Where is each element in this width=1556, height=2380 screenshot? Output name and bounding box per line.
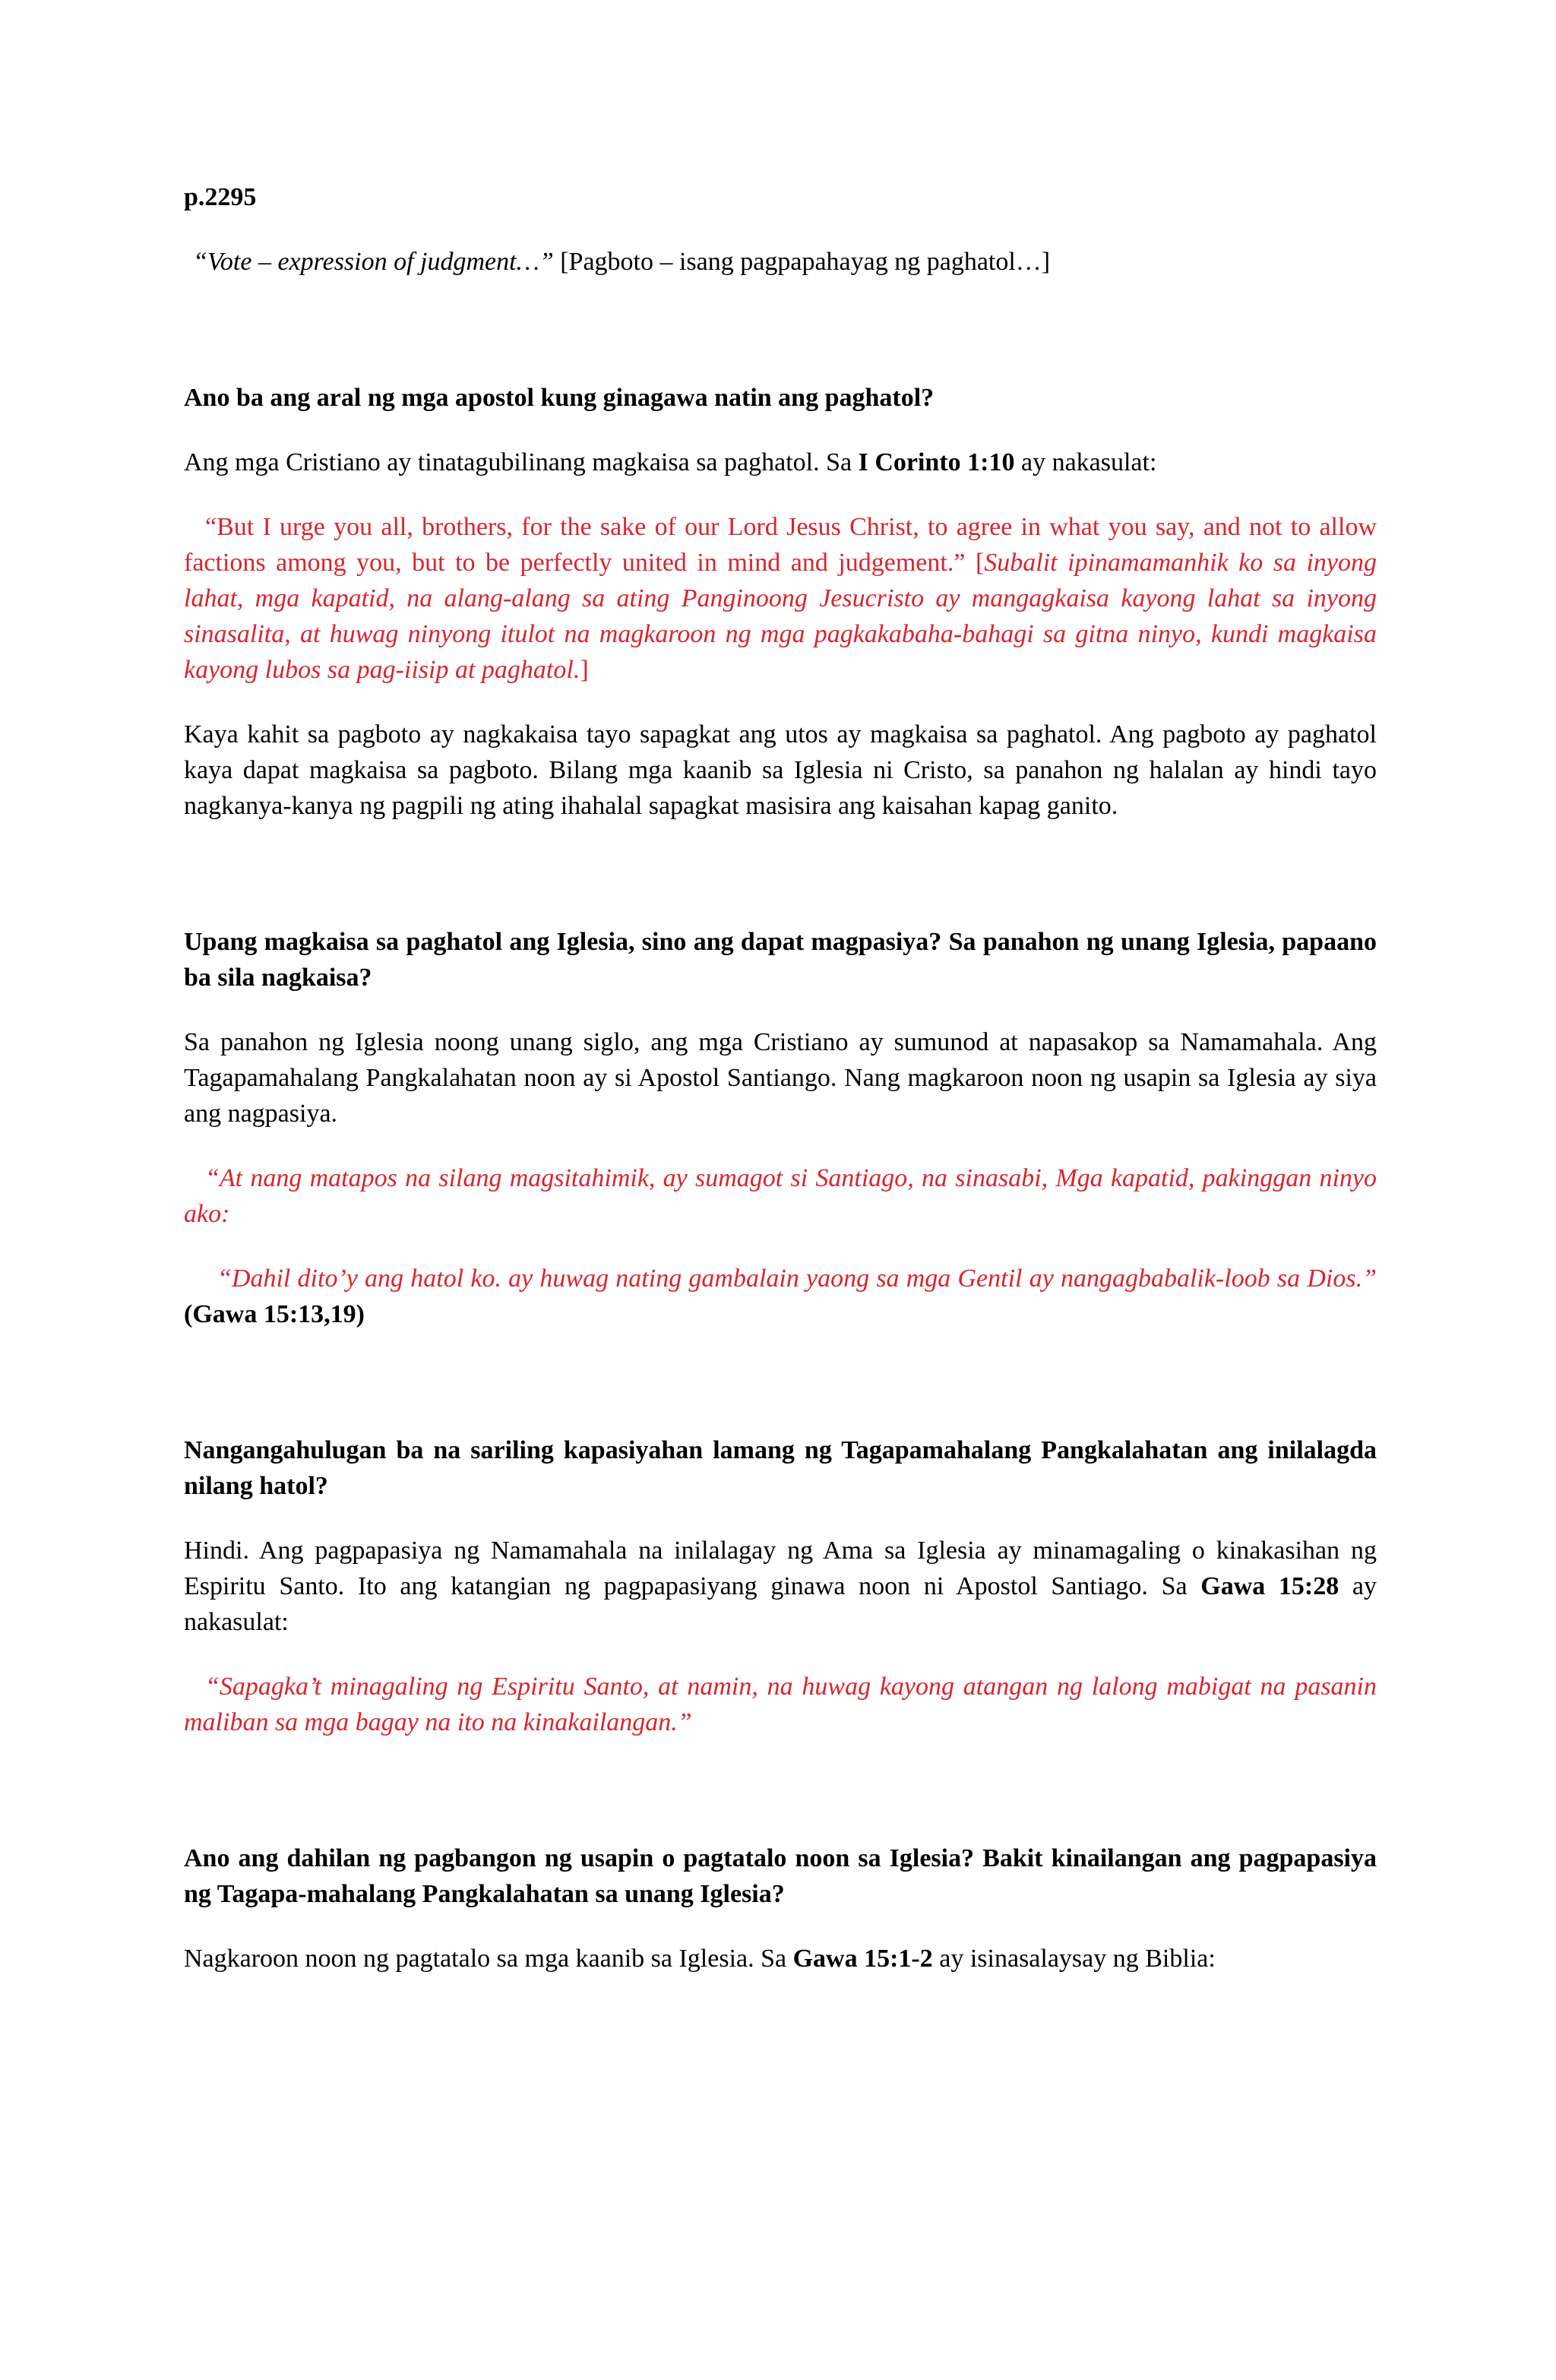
document-body [184, 179, 1377, 1976]
page-number: p.2295 [184, 183, 257, 211]
bible-reference: (Gawa 15:13,19) [184, 1300, 365, 1328]
question-heading: Ano ang dahilan ng pagbangon ng usapin o pagtatalo noon sa Iglesia? Bakit kinailangan ang pagpapasiya ng Tagapa-mahalang Pangkalahatan sa unang Iglesia? [184, 1844, 1377, 1908]
bracket-open: [ [965, 549, 985, 577]
paragraph [184, 1941, 1377, 1976]
paragraph: Kaya kahit sa pagboto ay nagkakaisa tayo sapagkat ang utos ay magkaisa sa paghatol. Ang pagboto ay paghatol kaya dapat magkaisa sa pagboto. Bilang mga kaanib sa Iglesia ni Cristo, sa panahon ng halalan ay hindi tayo nagkanya-kanya ng pagpili ng ating ihahalal sapagkat masisira ang kaisahan kapag ganito. [184, 720, 1377, 820]
bible-reference: Gawa 15:1-2 [792, 1945, 933, 1973]
scripture-quote [184, 509, 1377, 688]
scripture-quote [184, 1261, 1377, 1332]
bracket-close: ] [580, 656, 589, 684]
text-run: Hindi. Ang pagpapasiya ng Namamahala na inilalagay ng Ama sa Iglesia ay minamagaling o kinakasihan ng Espiritu Santo. Ito ang katangian ng pagpapasiyang ginawa noon ni Apostol Santiago. Sa [184, 1537, 1377, 1600]
scripture-quote: “Sapagka’t minagaling ng Espiritu Santo, at namin, na huwag kayong atangan ng lalong mabigat na pasanin maliban sa mga bagay na ito na kinakailangan.” [184, 1673, 1377, 1736]
epigraph-translation: [Pagboto – isang pagpapahayag ng paghatol…] [553, 248, 1051, 276]
bible-reference: Gawa 15:28 [1200, 1572, 1339, 1600]
paragraph: Sa panahon ng Iglesia noong unang siglo, ang mga Cristiano ay sumunod at napasakop sa Namamahala. Ang Tagapamahalang Pangkalahatan noon ay si Apostol Santiango. Nang magkaroon noon ng usapin sa Iglesia ay siya ang nagpasiya. [184, 1028, 1377, 1128]
quote-tagalog: Subalit ipinamamanhik ko sa inyong lahat, mga kapatid, na alang-alang sa ating Panginoong Jesucristo ay mangagkaisa kayong lahat sa inyong sinasalita, at huwag ninyong itulot na magkaroon ng mga pagkakabaha-bahagi sa gitna ninyo, kundi magkaisa kayong lubos sa pag-iisip at paghatol. [184, 549, 1377, 684]
text-run: ay isinasalaysay ng Biblia: [932, 1945, 1216, 1973]
text-run: Ang mga Cristiano ay tinatagubilinang magkaisa sa paghatol. Sa [184, 448, 859, 476]
question-heading: Nangangahulugan ba na sariling kapasiyahan lamang ng Tagapamahalang Pangkalahatan ang inilalagda nilang hatol? [184, 1436, 1377, 1500]
paragraph [184, 1533, 1377, 1640]
text-run: ay nakasulat: [1014, 448, 1157, 476]
question-heading: Upang magkaisa sa paghatol ang Iglesia, sino ang dapat magpasiya? Sa panahon ng unang Iglesia, papaano ba sila nagkaisa? [184, 928, 1377, 992]
question-heading: Ano ba ang aral ng mga apostol kung ginagawa natin ang paghatol? [184, 384, 935, 412]
text-run: Nagkaroon noon ng pagtatalo sa mga kaanib sa Iglesia. Sa [184, 1945, 793, 1973]
scripture-quote: “At nang matapos na silang magsitahimik, ay sumagot si Santiago, na sinasabi, Mga kapatid, pakinggan ninyo ako: [184, 1164, 1377, 1228]
bible-reference: I Corinto 1:10 [858, 448, 1015, 476]
epigraph-quote: “Vote – expression of judgment…” [193, 248, 554, 276]
quote-text: “Dahil dito’y ang hatol ko. ay huwag nating gambalain yaong sa mga Gentil ay nangagbabalik-loob sa Dios.” [217, 1264, 1377, 1293]
quote-english: “But I urge you all, brothers, for the sake of our Lord Jesus Christ, to agree in what you say, and not to allow factions among you, but to be perfectly united in mind and judgement.” [184, 513, 1377, 577]
text-run: ay nakasulat: [184, 1572, 1377, 1636]
paragraph [184, 445, 1377, 480]
epigraph [184, 244, 1377, 280]
